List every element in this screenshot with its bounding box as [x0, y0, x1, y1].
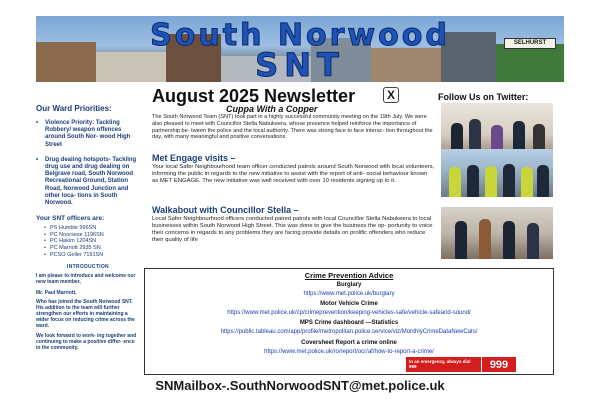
intro-heading: INTRODUCTION: [67, 264, 109, 271]
crime-dashboard-link[interactable]: https://public.tableau.com/app/profile/metropolitan.police.service/viz/MonthlyCrimeDataNewCats/: [220, 329, 478, 335]
follow-twitter-text: Follow Us on Twitter:: [438, 92, 529, 102]
x-logo-icon[interactable]: X: [383, 87, 399, 103]
report-crime-heading: Coversheet Report a crime online: [301, 340, 397, 346]
walkabout-heading: Walkabout with Councillor Stella –: [152, 205, 299, 215]
met-engage-body: Your local Safer Neighbourhood team officer conducted patrols around South Norwood with local volunteers, informing the public in regards to the new initiative to assist with the report of anti- social behaviour known as MET ENGAGE. The new initiative was well received with over 10 residents signing up to it.: [152, 164, 435, 185]
banner-shop-sign: SELHURST: [504, 38, 556, 49]
officer-item: • PC Marriott 2935 SN: [44, 245, 140, 252]
crime-prevention-title: Crime Prevention Advice: [304, 271, 394, 280]
burglary-link[interactable]: https://www.met.police.uk/burglary: [303, 291, 395, 297]
burglary-heading: Burglary: [336, 282, 362, 288]
person-figure: [503, 164, 515, 197]
crime-dashboard-heading: MPS Crime dashboard —Statistics: [299, 320, 399, 326]
officers-list: [36, 225, 140, 258]
person-figure: [479, 219, 491, 259]
priority-item: • Violence Priority: Tackling Robbery/ weapon offences around South Nor- wood High Street: [36, 120, 140, 149]
person-figure: [485, 166, 497, 197]
met-engage-photo: [441, 149, 553, 197]
person-figure: [455, 221, 467, 259]
person-figure: [503, 221, 515, 259]
emergency-number: 999: [481, 356, 517, 373]
walkabout-body: Local Safer Neighbourhood officers conducted paired patrols with local Councillor Stella Nabukeera to local businesses within South Norwood High Street. This was done to give the business the op- portunity to voice their concerns in regards to any problems they are facing provide details on prolific offenders who reduce their quality of life: [152, 216, 433, 244]
contact-email[interactable]: SNMailbox-.SouthNorwoodSNT@met.police.uk: [155, 378, 445, 393]
met-engage-heading: Met Engage visits –: [152, 153, 236, 163]
crime-prevention-box: [144, 268, 554, 375]
vehicle-crime-link[interactable]: https://www.met.police.uk/cp/crimeprevention/keeping-vehicles-safe/vehicle-safeand-sound/: [227, 310, 471, 316]
cuppa-body: The South Norwood Team (SNT) took part in a highly successful community meeting on the 19th July. We were also pleased to meet with Councillor Stella Nabukeera, whose presence helped reinforce the importance of partnership be- tween the police and the local authority. There was strong face to face interac- tion throughout the day, with many meaningful and positive conversations.: [152, 114, 433, 141]
person-figure: [527, 223, 539, 259]
intro-paragraph: We look forward to work- ing together and continuing to make a positive differ- ence in the community.: [36, 332, 137, 352]
priorities-list: [36, 120, 140, 207]
left-sidebar: [36, 104, 140, 351]
header-banner: [36, 16, 564, 82]
officers-title: Your SNT officers are:: [36, 215, 105, 223]
priorities-title: Our Ward Priorities:: [36, 104, 112, 113]
emergency-banner: In an emergency, always dial 999: [406, 357, 481, 372]
newsletter-title: August 2025 Newsletter: [152, 86, 356, 106]
officer-item: • PCSO Geller 7191SN: [44, 252, 140, 259]
person-figure: [521, 167, 533, 197]
officer-item: • PC Hakim 1204SN: [44, 238, 140, 245]
person-figure: [537, 165, 549, 197]
walkabout-photo: [441, 207, 553, 259]
intro-paragraph: Who has joined the South Norwood SNT. His addition to the team will further strengthen our efforts in maintaining a wider focus on reducing crime across the ward.: [36, 298, 135, 330]
banner-subtitle: SNT: [255, 46, 345, 82]
banner-title: South Norwood: [150, 18, 450, 53]
officer-item: • PS Humble 996SN: [44, 225, 140, 232]
intro-name: Mr. Paul Marriott,: [36, 289, 77, 296]
cuppa-heading: Cuppa With a Copper: [226, 104, 318, 114]
officer-item: • PC Noorsese 1196SN: [44, 232, 140, 239]
vehicle-crime-heading: Motor Vehicle Crime: [320, 301, 378, 307]
priority-item: • Drug dealing hotspots- Tackling drug use and drug dealing on Belgrave road, South Norwood Recreational Ground, Station Road, Norwood Junction and other loca- tions in South Norwood.: [36, 157, 140, 207]
person-figure: [449, 167, 461, 197]
intro-paragraph: I am please to introduce and welcome our new team member,: [36, 273, 136, 286]
report-crime-link[interactable]: https://www.met.police.uk/ro/report/ocr/af/how-to-report-a-crime/: [264, 349, 434, 355]
person-figure: [467, 165, 479, 197]
